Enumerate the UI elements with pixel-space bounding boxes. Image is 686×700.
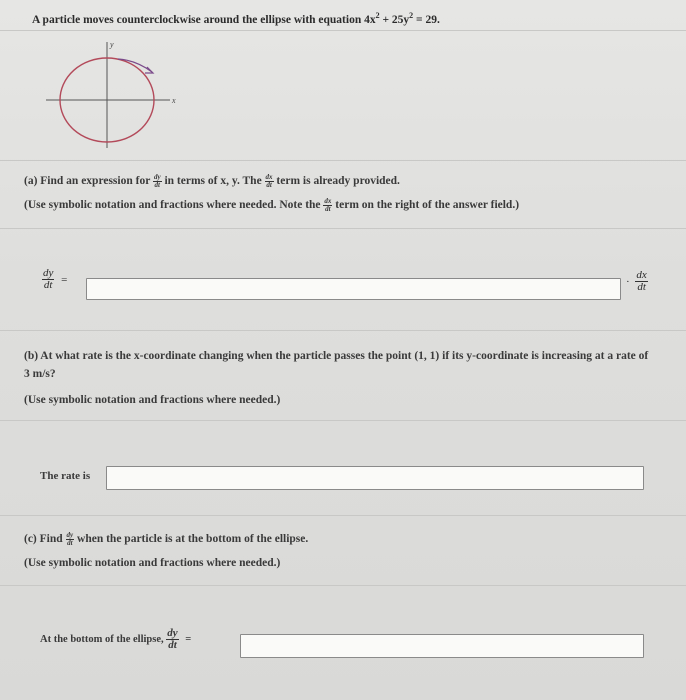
part-b-note: (Use symbolic notation and fractions where needed.) [24, 394, 281, 406]
intro-mid: + 25y [379, 13, 410, 26]
x-axis-label: x [172, 96, 176, 105]
part-a-lhs [42, 268, 67, 291]
part-a-line2-suffix: term on the right of the answer field.) [335, 199, 520, 212]
intro-exp2: 2 [409, 11, 414, 20]
dy-dt-fraction [153, 174, 162, 189]
part-c-label-text: At the bottom of the ellipse, [40, 633, 164, 645]
part-c-answer-input[interactable] [240, 634, 644, 658]
ellipse-graph [44, 38, 194, 150]
frac-num: dx [324, 197, 332, 205]
part-b-question-cont: 3 m/s? [24, 368, 56, 380]
divider [0, 30, 686, 31]
divider [0, 228, 686, 229]
part-b-question: (b) At what rate is the x-coordinate changing when the particle passes the point (1, 1) if its y-coordinate is increasing at a rate of [24, 350, 649, 362]
part-a-line1-prefix: (a) Find an expression for [24, 175, 151, 188]
frac-num: dy [167, 627, 178, 639]
part-c-note: (Use symbolic notation and fractions where needed.) [24, 557, 281, 569]
part-a-note [24, 198, 519, 213]
divider [0, 585, 686, 586]
frac-den: dt [67, 539, 73, 547]
divider [0, 160, 686, 161]
part-b-answer-input[interactable] [106, 466, 644, 490]
frac-den: dt [325, 205, 331, 213]
dx-dt-fraction [323, 198, 332, 213]
frac-num: dx [265, 173, 273, 181]
dy-dt-lhs [42, 268, 54, 291]
frac-num: dy [66, 531, 74, 539]
part-c-label [40, 628, 191, 651]
equals-sign: = [61, 273, 68, 286]
frac-num: dx [636, 269, 647, 281]
dy-dt-fraction [66, 532, 75, 547]
part-a-instructions [24, 174, 400, 189]
part-a-rhs [626, 270, 648, 293]
divider [0, 515, 686, 516]
frac-den: dt [43, 279, 53, 291]
dx-dt-fraction [265, 174, 274, 189]
dy-dt-lhs [166, 628, 178, 651]
part-c-question [24, 532, 308, 547]
multiply-dot: · [626, 275, 630, 288]
part-b-label: The rate is [40, 470, 91, 482]
frac-num: dy [153, 173, 161, 181]
frac-den: dt [154, 181, 160, 189]
divider [0, 420, 686, 421]
part-a-answer-input[interactable] [86, 278, 621, 300]
frac-den: dt [266, 181, 272, 189]
part-a-line2-prefix: (Use symbolic notation and fractions where needed. Note the [24, 199, 321, 212]
part-a-line1-suffix: term is already provided. [276, 175, 400, 188]
dx-dt-rhs [635, 270, 647, 293]
equals-sign: = [185, 634, 192, 645]
problem-statement [32, 11, 440, 26]
frac-den: dt [637, 281, 646, 293]
frac-den: dt [168, 639, 177, 651]
intro-suffix: = 29. [413, 13, 440, 26]
y-axis-label: y [110, 40, 114, 49]
intro-prefix: A particle moves counterclockwise around the ellipse with equation 4x [32, 13, 376, 26]
part-c-prefix: (c) Find [24, 533, 63, 546]
divider [0, 330, 686, 331]
part-a-line1-mid: in terms of x, y. The [164, 175, 262, 188]
intro-exp1: 2 [375, 11, 380, 20]
part-c-suffix: when the particle is at the bottom of the ellipse. [77, 533, 309, 546]
frac-num: dy [43, 267, 54, 279]
